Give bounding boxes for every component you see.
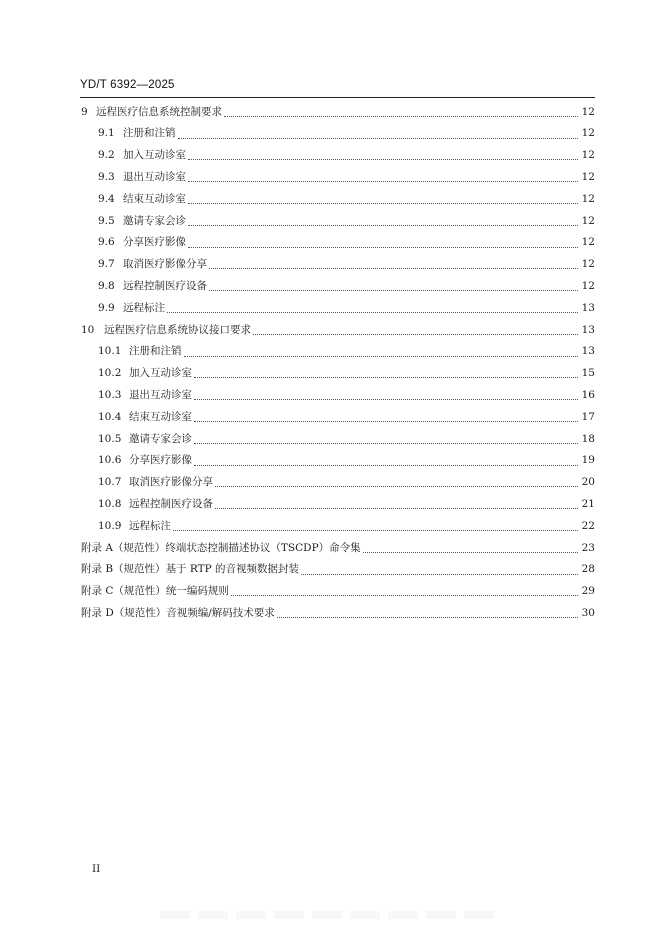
toc-dot-leader bbox=[215, 507, 578, 509]
toc-entry-number: 10.4 bbox=[98, 410, 122, 423]
toc-dot-leader bbox=[253, 333, 578, 335]
toc-entry-page: 12 bbox=[581, 258, 595, 271]
toc-entry[interactable] bbox=[0, 254, 662, 276]
toc-entry-title: 邀请专家会诊 bbox=[129, 432, 192, 445]
toc-entry-title: 分享医疗影像 bbox=[129, 454, 192, 467]
toc-entry-title: 加入互动诊室 bbox=[129, 367, 192, 380]
toc-entry-number: 10.8 bbox=[98, 497, 122, 510]
toc-entry-page: 12 bbox=[581, 127, 595, 140]
toc-entry-page: 12 bbox=[581, 149, 595, 162]
toc-dot-leader bbox=[209, 267, 578, 269]
toc-entry-number: 9.3 bbox=[98, 171, 115, 184]
toc-entry-page: 13 bbox=[581, 301, 595, 314]
toc-entry-page: 12 bbox=[581, 105, 595, 118]
toc-entry-page: 13 bbox=[581, 345, 595, 358]
page-number: II bbox=[92, 863, 101, 875]
toc-entry[interactable] bbox=[0, 341, 662, 363]
toc-entry-number: 10.3 bbox=[98, 389, 122, 401]
toc-entry-title: 注册和注销 bbox=[129, 345, 182, 358]
toc-entry[interactable] bbox=[0, 581, 662, 603]
toc-dot-leader bbox=[188, 246, 578, 248]
toc-entry[interactable] bbox=[0, 363, 662, 385]
toc-entry-number: 9.8 bbox=[98, 280, 115, 293]
toc-dot-leader bbox=[188, 224, 578, 226]
toc-entry-page: 28 bbox=[581, 563, 595, 576]
toc-dot-leader bbox=[188, 202, 578, 204]
toc-entry-number: 9.7 bbox=[98, 258, 115, 271]
toc-entry-number: 9 bbox=[81, 105, 88, 118]
toc-entry[interactable] bbox=[0, 188, 662, 210]
toc-entry-page: 22 bbox=[581, 519, 595, 532]
toc-entry[interactable] bbox=[0, 515, 662, 537]
toc-entry-number: 9.2 bbox=[98, 149, 115, 162]
toc-entry-number: 10.2 bbox=[98, 367, 122, 380]
toc-entry-number: 10 bbox=[81, 323, 95, 336]
toc-entry[interactable] bbox=[0, 450, 662, 472]
toc-entry[interactable] bbox=[0, 319, 662, 341]
toc-dot-leader bbox=[301, 573, 578, 575]
toc-dot-leader bbox=[363, 551, 578, 553]
toc-entry-number: 附录 A（规范性） bbox=[81, 541, 166, 554]
toc-dot-leader bbox=[194, 420, 578, 422]
document-code: YD/T 6392—2025 bbox=[80, 79, 175, 91]
toc-entry-number: 附录 D（规范性） bbox=[81, 606, 167, 619]
toc-entry-page: 16 bbox=[581, 389, 595, 401]
toc-dot-leader bbox=[224, 115, 578, 117]
toc-entry-title: 加入互动诊室 bbox=[123, 149, 186, 162]
toc-entry-title: 邀请专家会诊 bbox=[123, 214, 186, 227]
toc-dot-leader bbox=[277, 616, 578, 618]
toc-dot-leader bbox=[173, 529, 578, 531]
toc-entry-page: 17 bbox=[581, 410, 595, 423]
toc-entry-page: 19 bbox=[581, 454, 595, 467]
toc-entry[interactable] bbox=[0, 472, 662, 494]
toc-entry[interactable] bbox=[0, 428, 662, 450]
toc-entry[interactable] bbox=[0, 275, 662, 297]
toc-entry-title: 分享医疗影像 bbox=[123, 236, 186, 249]
toc-entry-page: 12 bbox=[581, 192, 595, 205]
header-rule bbox=[80, 97, 595, 98]
toc-entry[interactable] bbox=[0, 559, 662, 581]
toc-entry-page: 20 bbox=[581, 476, 595, 489]
toc-entry-number: 附录 B（规范性） bbox=[81, 563, 166, 576]
toc-entry-title: 远程医疗信息系统控制要求 bbox=[96, 105, 222, 118]
toc-entry[interactable] bbox=[0, 101, 662, 123]
toc-entry[interactable] bbox=[0, 384, 662, 406]
toc-entry-title: 远程标注 bbox=[129, 519, 171, 532]
toc-dot-leader bbox=[194, 442, 578, 444]
toc-entry[interactable] bbox=[0, 537, 662, 559]
toc-dot-leader bbox=[194, 376, 578, 378]
toc-entry-title: 音视频编/解码技术要求 bbox=[166, 606, 275, 619]
toc-dot-leader bbox=[215, 485, 578, 487]
toc-entry-title: 取消医疗影像分享 bbox=[129, 476, 213, 489]
toc-entry-number: 10.9 bbox=[98, 519, 122, 532]
toc-entry-number: 10.1 bbox=[98, 345, 122, 358]
toc-entry[interactable] bbox=[0, 123, 662, 145]
toc-entry[interactable] bbox=[0, 210, 662, 232]
toc-dot-leader bbox=[188, 180, 578, 182]
toc-entry-title: 远程标注 bbox=[123, 301, 165, 314]
toc-dot-leader bbox=[209, 289, 578, 291]
toc-entry-page: 18 bbox=[581, 432, 595, 445]
toc-entry-title: 取消医疗影像分享 bbox=[123, 258, 207, 271]
toc-entry-number: 9.9 bbox=[98, 301, 115, 314]
toc-entry-page: 15 bbox=[581, 367, 595, 380]
footer-watermark bbox=[160, 911, 500, 919]
toc-entry-number: 10.5 bbox=[98, 432, 122, 445]
toc-entry-title: 远程控制医疗设备 bbox=[129, 497, 213, 510]
toc-entry[interactable] bbox=[0, 166, 662, 188]
toc-entry[interactable] bbox=[0, 232, 662, 254]
toc-entry-page: 12 bbox=[581, 214, 595, 227]
toc-entry-title: 结束互动诊室 bbox=[129, 410, 192, 423]
toc-entry-number: 9.5 bbox=[98, 214, 115, 227]
toc-entry[interactable] bbox=[0, 602, 662, 624]
toc-entry-page: 21 bbox=[581, 497, 595, 510]
toc-dot-leader bbox=[231, 594, 578, 596]
toc-entry-title: 退出互动诊室 bbox=[123, 171, 186, 184]
table-of-contents bbox=[0, 101, 662, 624]
toc-dot-leader bbox=[194, 398, 578, 400]
toc-entry-number: 10.7 bbox=[98, 476, 122, 489]
toc-entry-page: 30 bbox=[581, 606, 595, 619]
toc-entry-number: 9.6 bbox=[98, 236, 115, 249]
toc-entry-title: 退出互动诊室 bbox=[129, 389, 192, 401]
toc-entry-number: 10.6 bbox=[98, 454, 122, 467]
toc-entry-title: 基于 RTP 的音视频数据封装 bbox=[165, 563, 300, 576]
toc-entry-page: 23 bbox=[581, 541, 595, 554]
toc-dot-leader bbox=[184, 355, 579, 357]
toc-entry-page: 12 bbox=[581, 171, 595, 184]
toc-entry-title: 远程控制医疗设备 bbox=[123, 280, 207, 293]
toc-entry[interactable] bbox=[0, 297, 662, 319]
toc-entry-number: 9.1 bbox=[98, 127, 115, 140]
toc-entry-page: 12 bbox=[581, 280, 595, 293]
toc-entry-page: 13 bbox=[581, 323, 595, 336]
toc-entry-number: 9.4 bbox=[98, 192, 115, 205]
toc-dot-leader bbox=[188, 158, 578, 160]
toc-entry-number: 附录 C（规范性） bbox=[81, 585, 166, 598]
toc-entry-title: 注册和注销 bbox=[123, 127, 176, 140]
toc-dot-leader bbox=[178, 137, 579, 139]
toc-entry-title: 统一编码规则 bbox=[165, 585, 229, 598]
toc-entry-title: 结束互动诊室 bbox=[123, 192, 186, 205]
toc-dot-leader bbox=[167, 311, 578, 313]
toc-entry[interactable] bbox=[0, 406, 662, 428]
toc-entry-title: 远程医疗信息系统协议接口要求 bbox=[104, 323, 251, 336]
toc-entry[interactable] bbox=[0, 145, 662, 167]
toc-entry-page: 29 bbox=[581, 585, 595, 598]
toc-entry[interactable] bbox=[0, 493, 662, 515]
toc-dot-leader bbox=[194, 464, 578, 466]
toc-entry-page: 12 bbox=[581, 236, 595, 249]
toc-entry-title: 终端状态控制描述协议（TSCDP）命令集 bbox=[165, 541, 361, 554]
